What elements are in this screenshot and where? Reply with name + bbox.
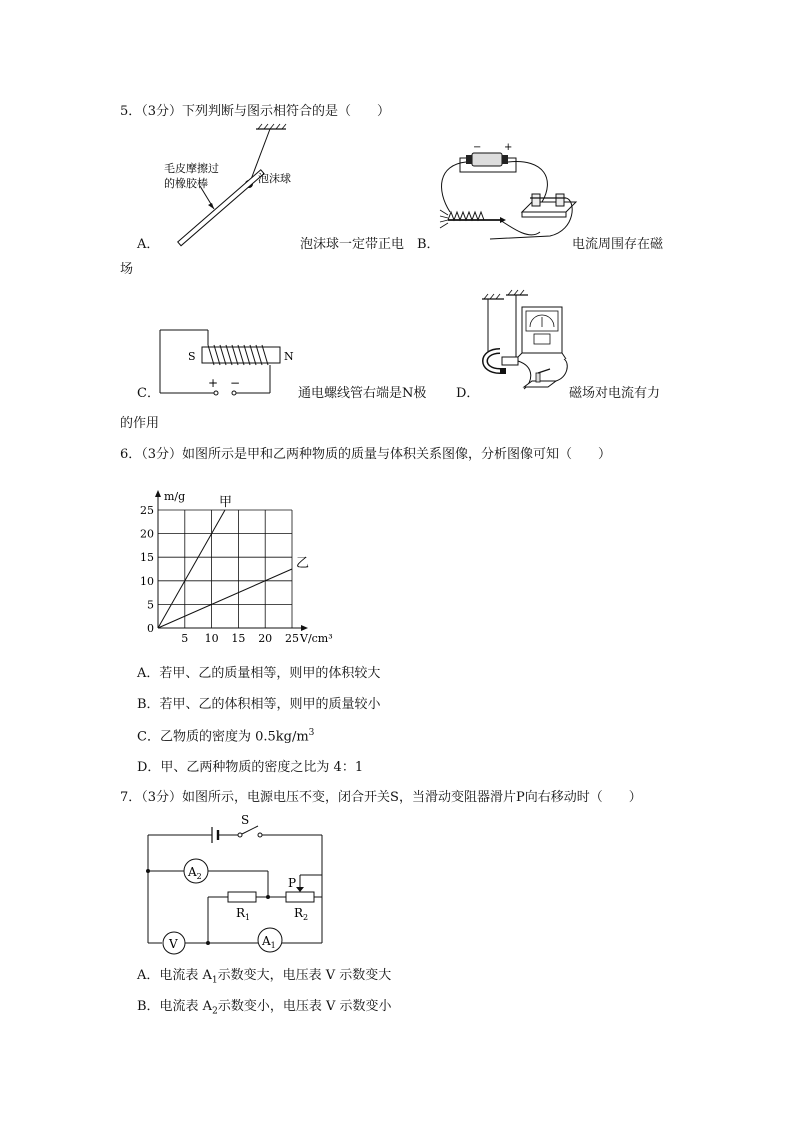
q7-circuit (140, 815, 340, 955)
q5-figure-d (476, 287, 576, 402)
y-tick-label: 0 (147, 622, 154, 635)
terminal-minus: − (230, 376, 241, 390)
y-tick-label: 10 (140, 574, 154, 588)
v-label: V (169, 937, 178, 951)
q7-opt-b-1: B．电流表 A (137, 999, 213, 1014)
resistor-r1 (228, 892, 256, 902)
pole-n: N (284, 350, 294, 363)
x-tick-label: 25 (285, 632, 299, 645)
battery-minus: − (473, 142, 482, 153)
q5-opt-d-letter: D． (456, 386, 480, 401)
q6-opt-d[interactable]: D．甲、乙两种物质的密度之比为 4：1 (137, 760, 364, 775)
ball-label: 泡沫球 (258, 172, 291, 185)
q6-opt-b[interactable]: B．若甲、乙的体积相等，则甲的质量较小 (137, 697, 381, 712)
q5-opt-d-text-2: 的作用 (120, 416, 160, 431)
rheostat-r2 (286, 892, 314, 902)
r2-label: $R_2$ (294, 906, 309, 922)
q5-stem: 5．（3分）下列判断与图示相符合的是（ ） (120, 104, 391, 119)
q5-opt-d-text-1: 磁场对电流有力 (569, 386, 661, 401)
mass-volume-chart (140, 480, 340, 650)
q7-opt-b-2: 示数变小，电压表 V 示数变小 (217, 999, 392, 1014)
q7-opt-a-sub: 1 (211, 975, 218, 986)
q7-opt-b-sub: 2 (212, 1006, 218, 1017)
switch-base (522, 202, 576, 212)
r1-label: $R_1$ (236, 906, 251, 922)
switch-label-s: S (241, 813, 250, 827)
y-tick-label: 5 (147, 598, 154, 612)
x-axis-arrow (301, 625, 308, 631)
y-tick-label: 20 (140, 527, 154, 541)
y-axis-arrow (155, 490, 161, 497)
q6-stem: 6．（3分）如图所示是甲和乙两种物质的质量与体积关系图像，分析图像可知（ ） (120, 447, 612, 462)
q5-figure-c (160, 327, 300, 401)
y-axis-label: m/g (164, 490, 186, 503)
series-label-1: 甲 (219, 495, 233, 510)
q6-opt-c-sup: 3 (308, 728, 315, 738)
q7-opt-a-1: A．电流表 A (137, 968, 212, 983)
q6-opt-c-text: C．乙物质的密度为 0.5kg/m (137, 729, 309, 745)
coil-wire (448, 212, 484, 220)
series-line-2 (158, 569, 292, 628)
q7-opt-a-2: 示数变大，电压表 V 示数变大 (217, 968, 392, 983)
battery-plus: + (504, 142, 513, 153)
q7-stem: 7．（3分）如图所示，电源电压不变，闭合开关S，当滑动变阻器滑片P向右移动时（ ） (120, 790, 642, 805)
slider-label-p: P (288, 876, 297, 890)
a2-label: $A_2$ (188, 865, 202, 881)
rod-label-2: 的橡胶棒 (164, 177, 208, 190)
q7-opt-b[interactable] (137, 1000, 391, 1017)
q5-opt-c-letter: C． (137, 386, 160, 401)
q5-opt-b-text-2: 场 (120, 262, 134, 277)
battery (472, 153, 502, 166)
q6-opt-a[interactable]: A．若甲、乙的质量相等，则甲的体积较大 (137, 666, 381, 681)
y-tick-label: 25 (140, 504, 154, 517)
pole-s: S (188, 350, 196, 363)
x-tick-label: 5 (181, 632, 189, 645)
q5-opt-a-letter: A． (137, 237, 160, 252)
q6-opt-c[interactable] (137, 729, 314, 743)
series-line-1 (158, 510, 225, 628)
q5-figure-a (150, 126, 310, 251)
q7-opt-a[interactable] (137, 969, 391, 986)
x-tick-label: 15 (231, 632, 246, 645)
terminal-plus: + (208, 376, 219, 390)
x-axis-label: V/cm³ (300, 632, 333, 645)
series-label-2: 乙 (296, 556, 310, 571)
q5-opt-b-text-1: 电流周围存在磁 (572, 237, 664, 252)
y-tick-label: 15 (140, 551, 154, 565)
x-tick-label: 10 (204, 632, 219, 645)
q5-opt-c-text: 通电螺线管右端是N极 (298, 386, 427, 401)
switch-blade (242, 826, 258, 834)
x-tick-label: 20 (258, 632, 273, 645)
q5-figure-b (430, 140, 580, 245)
q5-opt-b-letter: B． (417, 237, 440, 252)
a1-label: $A_1$ (262, 934, 276, 950)
q5-opt-a-text: 泡沫球一定带正电 (300, 237, 405, 252)
rod-label-1: 毛皮摩擦过 (164, 162, 219, 175)
